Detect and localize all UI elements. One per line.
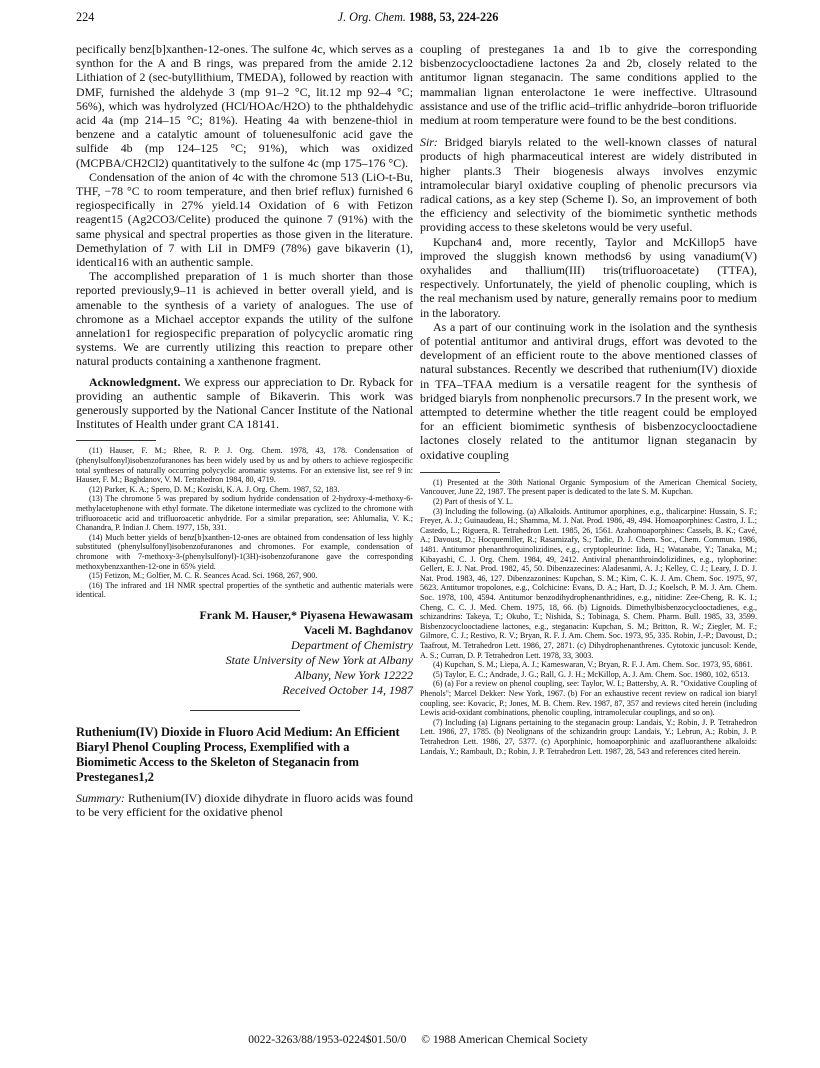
footnote: (16) The infrared and 1H NMR spectral properties of the synthetic and authentic materials were identical.	[76, 580, 413, 600]
author-block	[76, 608, 413, 698]
footnotes-right	[420, 478, 757, 756]
received-date: Received October 14, 1987	[282, 682, 413, 697]
footnote: (6) (a) For a review on phenol coupling, see: Taylor, W. I.; Battersby, A. R. "Oxidative Coupling of Phenols"; Marcel Dekker: New York, 1967. (b) For an exhaustive recent review on radical ion biaryl coupling, see: Kovacic, P.; Jones, M. B. Chem. Rev. 1987, 87, 357 and reviews cited herein (including Lewis acid-oxidant combinations, phenolic coupling, intramolecular couplings, and so on).	[420, 679, 757, 718]
footnote: (12) Parker, K. A.; Spero, D. M.; Koziski, K. A. J. Org. Chem. 1987, 52, 183.	[89, 484, 340, 494]
footnote-divider	[76, 440, 156, 441]
footnote: (4) Kupchan, S. M.; Liepa, A. J.; Kameswaran, V.; Bryan, R. F. J. Am. Chem. Soc. 1973, 95, 6861.	[433, 660, 753, 670]
body-paragraph: coupling of presteganes 1a and 1b to give the corresponding bisbenzocyclooctadiene lactones 2a and 2b, closely related to the antitumor lignan steganacin. The same conditions applied to the mammalian lignan enterolactone 1e were ineffective. Ultrasound assistance and use of the triflic acid–triflic anhydride–boron trifluoride medium at room temperature were found to be the best conditions.	[420, 42, 757, 128]
article-code: 0022-3263/88/1953-0224$01.50/0	[248, 1034, 407, 1046]
university: State University of New York at Albany	[225, 652, 413, 667]
footnote: (14) Much better yields of benz[b]xanthen-12-ones are obtained from condensation of less highly substituted (phenylsulfonyl)isobenzofuranones and chromones. For example, condensation of chromone with 7-methoxy-3-(phenylsulfonyl)-1(3H)-isobenzofuranone gave the corresponding methoxybenzxanthen-12-one in 65% yield.	[76, 532, 413, 571]
footnotes-left	[76, 446, 413, 600]
article-title: Ruthenium(IV) Dioxide in Fluoro Acid Medium: An Efficient Biaryl Phenol Coupling Process, Exemplified with a Biomimetic Access to the Skeleton of Steganacin from Presteganes1,2	[76, 724, 400, 784]
journal-citation	[76, 10, 760, 25]
body-paragraph: As a part of our continuing work in the isolation and the synthesis of potential antitumor and antiviral drugs, effort was devoted to the development of an efficient route to the above mentioned classes of natural substances. Recently we described that ruthenium(IV) dioxide in TFA–TFAA medium is a versatile reagent for the synthesis of bridged biaryls from nonphenolic precursors.7 In the present work, we attempted to determine whether the title reagent could be employed for an efficient biomimetic synthesis of bisbenzocyclooctadiene lactones closely related to the antitumor lignan steganacin by oxidative coupling	[420, 319, 757, 462]
page-footer	[76, 1034, 760, 1046]
footnote: (11) Hauser, F. M.; Rhee, R. P. J. Org. Chem. 1978, 43, 178. Condensation of (phenylsulfonyl)isobenzofuranones has been widely used by us and by others to achieve regiospecific total syntheses of naturally occurring polycyclic aromatic systems. For an extensive list, see ref 9 in: Hauser, F. M.; Baghdanov, V. M. Tetrahedron 1984, 80, 4719.	[76, 446, 413, 485]
footnote: (15) Fetizon, M.; Golfier, M. C. R. Seances Acad. Sci. 1968, 267, 900.	[89, 571, 318, 581]
summary-label: Summary:	[76, 790, 125, 805]
author-names: Frank M. Hauser,* Piyasena Hewawasam	[199, 607, 413, 622]
journal-year-volume: 1988, 53, 224-226	[408, 10, 499, 24]
footnote: (1) Presented at the 30th National Organic Symposium of the American Chemical Society, Vancouver, June 22, 1987. The present paper is dedicated to the late S. M. Kupchan.	[420, 477, 757, 497]
city: Albany, New York 12222	[294, 667, 413, 682]
body-paragraph: Condensation of the anion of 4c with the chromone 513 (LiO-t-Bu, THF, −78 °C to room temperature, and then brief reflux) furnished 6 regiospecifically in 27% yield.14 Oxidation of 6 with Fetizon reagent15 (Ag2CO3/Celite) produced the quinone 7 (91%) with the same physical and spectral properties as those given in the literature. Demethylation of 7 with LiI in DMF9 (78%) gave bikaverin (1), identical16 with an authentic sample.	[76, 169, 413, 270]
running-header	[76, 10, 760, 28]
footnote: (13) The chromone 5 was prepared by sodium hydride condensation of 2-hydroxy-4-methoxy-6-methylacetophenone with ethyl formate. The diketone intermediate was cyclized to the chromone with trifluoroacetic acid and trifluoroacetic anhydride. For a similar preparation, see: Ahlumalia, V. K.; Chanandra, P. Indian J. Chem. 1977, 15b, 331.	[76, 494, 413, 533]
acknowledgment-label: Acknowledgment.	[89, 374, 181, 389]
right-column	[420, 42, 757, 756]
footnote: (7) Including (a) Lignans pertaining to the steganacin group: Landais, Y.; Robin, J. P. Tetrahedron Lett. 1986, 27, 1785. (b) Neolignans of the schizandrin group: Landais, Y.; Lebrun, A.; Robin, J. P. Tetrahedron Lett. 1986, 27, 5377. (c) Aporphinic, homoaporphinic and azafluoranthene alkaloids: Landais, Y.; Rambault, D.; Robin, J. P. Tetrahedron Lett. 1987, 28, 543 and references cited herein.	[420, 717, 757, 756]
journal-name: J. Org. Chem.	[337, 10, 406, 24]
copyright: © 1988 American Chemical Society	[421, 1034, 588, 1046]
page-number: 224	[76, 10, 95, 24]
author-names: Vaceli M. Baghdanov	[303, 622, 413, 637]
body-paragraph: The accomplished preparation of 1 is much shorter than those reported previously,9–11 is achieved in better overall yield, and is amenable to the synthesis of a variety of analogues. The use of chromone as a Michael acceptor expands the utility of the sulfone annelation1 for regiospecific preparation of polycyclic aromatic ring systems. We are currently utilizing this reaction to prepare other natural products containing a xanthenone fragment.	[76, 269, 413, 369]
left-column	[76, 42, 413, 819]
acknowledgment	[76, 375, 413, 432]
body-paragraph: pecifically benz[b]xanthen-12-ones. The sulfone 4c, which serves as a synthon for the A and B rings, was prepared from the amide 2.12 Lithiation of 2 (sec-butyllithium, TMEDA), followed by reaction with DMF, furnished the aldehyde 3 (mp 91–2 °C, lit.12 mp 92–4 °C; 56%), which was hydrolyzed (HCl/HOAc/H2O) to the phthaldehydic acid 4a (mp 214–15 °C; 81%). Heating 4a with benzene-thiol in benzene and a catalytic amount of toluenesulfonic acid gave the sulfide 4b (mp 124–125 °C; 91%), which was oxidized (MCPBA/CH2Cl2) quantitatively to the sulfone 4c (mp 175–176 °C).	[76, 42, 413, 170]
footnote: (3) Including the following. (a) Alkaloids. Antitumor aporphines, e.g., thalicarpine: Hussain, S. F.; Freyer, A. J.; Guinaudeau, H.; Shamma, M. J. Nat. Prod. 1986, 49, 494. Homoaporphines: Castro, J. L.; Castedo, L.; Riguera, R. Tetrahedron Lett. 1985, 26, 1561. Azahomoaporphines: Cassels, B. K.; Cavé, A.; Davoust, D.; Hocquemiller, R.; Rasamizafy, S.; Tadic, D. J. Chem. Soc., Chem. Commun. 1986, 1481. Antitumor phenanthroquinolizidines, e.g., cryptopleurine: Iida, H.; Watanabe, Y.; Tanaka, M.; Kibayashi, C. J. Org. Chem. 1984, 49, 2412. Antiviral phenanthroindolizidines, e.g., tylophorine: Gellert, E. J. Nat. Prod. 1982, 45, 50. Dibenzazecines: Aladesanmi, A. J.; Kelley, C. J.; Leary, J. D. J. Nat. Prod. 1983, 46, 127. Dibenzazonines: Kupchan, S. M.; Kim, C. K. J. Am. Chem. Soc. 1975, 97, 5623. Antitumor tropolones, e.g., Colchicine: Evans, D. A.; Hart, D. J.; Koelsch, P. M. J. Am. Chem. Soc. 1978, 100, 4594. Antitumor benzodihydrophenanthridines, e.g., nitidine: Zee-Cheng, R. K. I.; Cheng, C. C. J. Med. Chem. 1975, 18, 66. (b) Lignoids. Dimethylbisbenzocyclooctadienes, e.g., schizandrins: Takeya, T.; Okubo, T.; Nishida, S.; Tobinaga, S. Chem. Pharm. Bull. 1985, 33, 3599. Bisbenzocyclooctadiene lactones, e.g., steganacin: Kupchan, S. M.; Britton, R. W.; Ziegler, M. F.; Gilmore, C. J.; Restivo, R. V.; Bryan, R. F. J. Am. Chem. Soc. 1973, 95, 335. Robin, J.-P.; Davoust, D.; Taafrout, M. Tetrahedron Lett. 1986, 27, 2871. (c) Dihydrophenanthrenes. Cytotoxic juncusol: Kende, A. S.; Curran, D. P. Tetrahedron Lett. 1978, 33, 3003.	[420, 506, 757, 660]
article-separator	[190, 710, 300, 711]
department: Department of Chemistry	[291, 637, 413, 652]
summary	[76, 791, 413, 819]
footnote: (2) Part of thesis of Y. L.	[433, 497, 514, 507]
summary-text: Ruthenium(IV) dioxide dihydrate in fluoro acids was found to be very efficient for the oxidative phenol	[76, 790, 413, 820]
acknowledgment-text: We express our appreciation to Dr. Ryback for providing an authentic sample of Bikaverin. This work was generously supported by the National Cancer Institute of the National Institutes of Health under grant CA 18141.	[76, 374, 413, 432]
footnote: (5) Taylor, E. C.; Andrade, J. G.; Rall, G. J. H.; McKillop, A. J. Am. Chem. Soc. 1980, 102, 6513.	[433, 669, 750, 679]
sir-label: Sir:	[420, 135, 438, 150]
sir-text: Bridged biaryls related to the well-known classes of natural products of high pharmaceutical interest are widely distributed in higher plants.3 Their biogenesis always involves enzymic intramolecular biaryl oxidative coupling of phenolic precursors via radical cations, as a key step (Scheme I). So, an improvement of both the efficiency and selectivity of the biomimetic synthetic methods providing access to these skeletons would be very useful.	[420, 135, 757, 235]
body-paragraph	[420, 135, 757, 234]
footnote-divider	[420, 472, 500, 473]
body-paragraph: Kupchan4 and, more recently, Taylor and McKillop5 have improved the sluggish known methods6 by using vanadium(V) oxyhalides and thallium(III) tris(trifluoroacetate) (TTFA), respectively. Unfortunately, the yield of phenolic coupling, which is the real mechanism used by nature, generally remains poor to medium in the laboratory.	[420, 234, 757, 320]
